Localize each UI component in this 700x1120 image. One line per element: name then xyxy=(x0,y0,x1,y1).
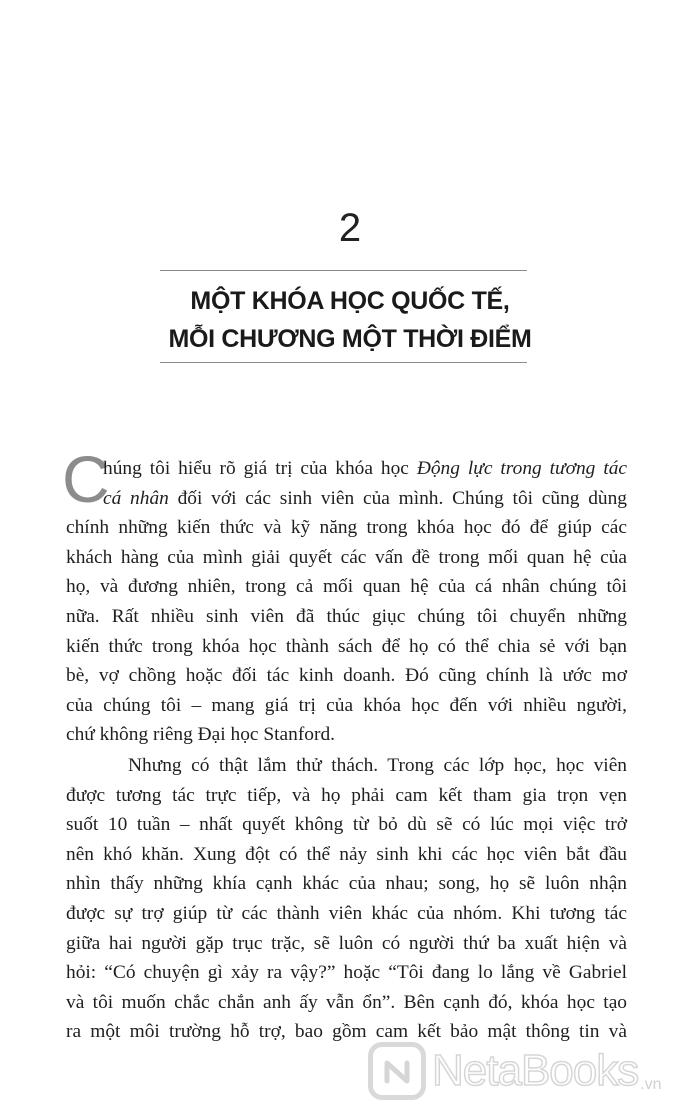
title-rule-top xyxy=(160,270,527,271)
drop-cap: C xyxy=(62,442,110,516)
paragraph-2-line: nên khó khăn. Xung đột có thể nảy sinh khi các học viên bắt đầu xyxy=(66,843,627,865)
paragraph-2-line: được tương tác trực tiếp, và họ phải cam kết tham gia trọn vẹn xyxy=(66,784,627,806)
watermark xyxy=(368,1026,698,1116)
paragraph-2 xyxy=(66,751,627,1047)
paragraph-1-line: bè, vợ chồng hoặc đối tác kinh doanh. Đó cũng chính là ước mơ xyxy=(66,665,627,687)
paragraph-1 xyxy=(66,454,628,750)
paragraph-2-line: được sự trợ giúp từ các thành viên khác của nhóm. Khi tương tác xyxy=(66,902,627,924)
paragraph-2-line: suốt 10 tuần – nhất quyết không từ bỏ dù sẽ có lúc mọi việc trở xyxy=(66,814,627,836)
paragraph-2-line: Nhưng có thật lắm thử thách. Trong các lớp học, học viên xyxy=(128,755,627,776)
paragraph-2-line: ra một môi trường hỗ trợ, bao gồm cam kết bảo mật thông tin và xyxy=(66,1021,627,1043)
paragraph-1-line: nữa. Rất nhiều sinh viên đã thúc giục chúng tôi chuyển những xyxy=(66,605,627,627)
paragraph-1-line: húng tôi hiểu rõ giá trị của khóa học Động lực trong tương tác xyxy=(103,458,628,479)
paragraph-1-line: cá nhân đối với các sinh viên của mình. Chúng tôi cũng dùng xyxy=(103,487,627,509)
chapter-number: 2 xyxy=(338,206,362,250)
paragraph-1-line: chứ không riêng Đại học Stanford. xyxy=(66,724,335,746)
paragraph-1-line: chính những kiến thức và kỹ năng trong khóa học đó để giúp các xyxy=(66,517,627,539)
paragraph-2-line: nhìn thấy những khía cạnh khác của nhau; song, họ sẽ luôn nhận xyxy=(66,873,627,895)
paragraph-1-line: của chúng tôi – mang giá trị của khóa học đến với nhiều người, xyxy=(66,694,627,716)
chapter-title-line-1: MỘT KHÓA HỌC QUỐC TẾ, xyxy=(190,287,510,315)
paragraph-1-line: khách hàng của mình giải quyết các vấn đề trong mối quan hệ của xyxy=(66,546,627,568)
chapter-title xyxy=(0,282,700,358)
title-rule-bottom xyxy=(160,362,527,363)
netabooks-logo-icon xyxy=(368,1042,426,1100)
paragraph-2-line: hỏi: “Có chuyện gì xảy ra vậy?” hoặc “Tôi đang lo lắng về Gabriel xyxy=(66,962,627,984)
watermark-suffix: .vn xyxy=(640,1076,662,1093)
paragraph-2-line: giữa hai người gặp trục trặc, sẽ luôn có người thứ ba xuất hiện và xyxy=(66,932,627,954)
chapter-title-line-2: MỖI CHƯƠNG MỘT THỜI ĐIỂM xyxy=(168,325,532,353)
paragraph-1-line: họ, và đương nhiên, trong cả mối quan hệ của cá nhân chúng tôi xyxy=(66,576,627,598)
paragraph-2-line: và tôi muốn chắc chắn anh ấy vẫn ổn”. Bên cạnh đó, khóa học tạo xyxy=(66,991,627,1013)
paragraph-1-line: kiến thức trong khóa học thành sách để họ có thể chia sẻ với bạn xyxy=(66,635,627,657)
watermark-brand: NetaBooks xyxy=(432,1046,639,1095)
